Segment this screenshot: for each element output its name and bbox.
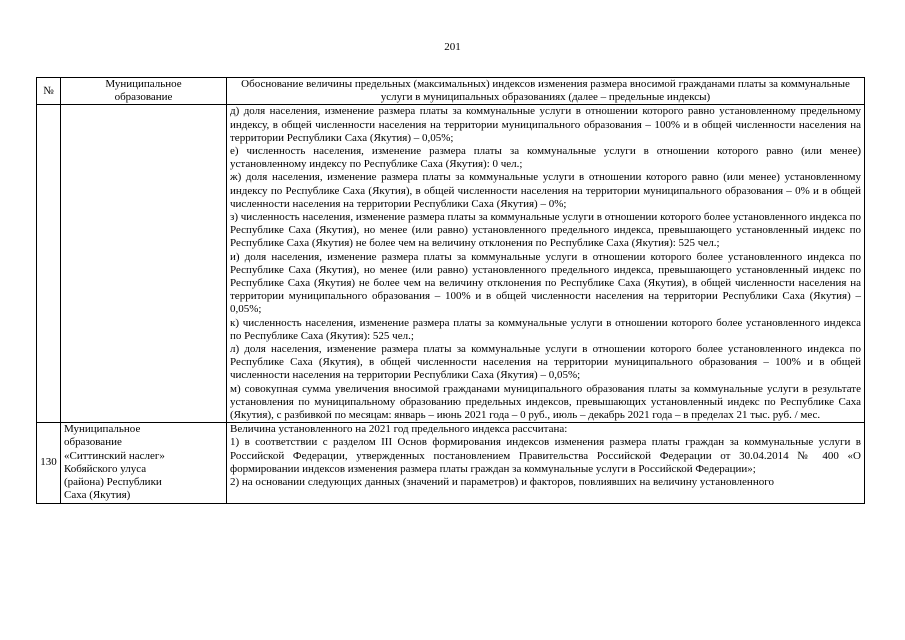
table-header-row: [37, 78, 865, 105]
table-row-130: [37, 423, 865, 503]
municipality-line: Кобяйского улуса: [64, 462, 147, 475]
row-number-cell: [37, 105, 61, 423]
paragraph-z: з) численность населения, изменение размера платы за коммунальные услуги в отношении которого более установленного индекса по Республике Саха (Якутия), но менее (или равно) установленного предельного индекса, превышающего установленный индекс по Республике Саха (Якутия) не более чем на величину отклонения по Республике Саха (Якутия): 525 чел.;: [230, 211, 861, 250]
page-number: 201: [444, 41, 461, 53]
justification-table: [36, 77, 865, 504]
header-number: №: [37, 78, 61, 105]
paragraph-l: л) доля населения, изменение размера платы за коммунальные услуги в отношении которого более установленного индекса по Республике Саха (Якутия), в общей численности населения на территории муниципального образования – 100% и в общей численности населения на территории Республики Саха (Якутия) – 0,05%;: [230, 343, 861, 382]
row-number-cell: 130: [37, 423, 61, 503]
municipality-line: Саха (Якутия): [64, 489, 131, 502]
row-justification-cell: [227, 423, 865, 503]
paragraph-intro: Величина установленного на 2021 год предельного индекса рассчитана:: [230, 423, 568, 436]
row-municipality-cell: [61, 105, 227, 423]
paragraph-1: 1) в соответствии с разделом III Основ формирования индексов изменения размера платы граждан за коммунальные услуги в Российской Федерации, утвержденных постановлением Правительства Российской Федерации от 30.04.2014 № 400 «О формировании индексов изменения размера платы граждан за коммунальные услуги в Российской Федерации»;: [230, 436, 861, 475]
row-justification-cell: [227, 105, 865, 423]
municipality-line: образование: [64, 436, 122, 449]
paragraph-zh: ж) доля населения, изменение размера платы за коммунальные услуги в отношении которого равно (или менее) установленному индексу по Республике Саха (Якутия), в общей численности населения на территории муниципального образования – 0% и в общей численности населения на территории Республики Саха (Якутия) – 0%;: [230, 171, 861, 210]
header-municipality: Муниципальное образование: [61, 78, 227, 105]
paragraph-e: е) численность населения, изменение размера платы за коммунальные услуги в отношении которого равно (или менее) установленному индексу по Республике Саха (Якутия): 0 чел.;: [230, 145, 861, 171]
paragraph-i: и) доля населения, изменение размера платы за коммунальные услуги в отношении которого более установленного индекса по Республике Саха (Якутия), но менее (или равно) установленного предельного индекса, превышающего установленный индекс по Республике Саха (Якутия) не более чем на величину отклонения по Республике Саха (Якутия), в общей численности населения на территории муниципального образования – 100% и в общей численности населения на территории Республики Саха (Якутия) – 0,05%;: [230, 250, 861, 316]
table-row-continued: [37, 105, 865, 423]
paragraph-m: м) совокупная сумма увеличения вносимой гражданами муниципального образования платы за коммунальные услуги в результате установления по муниципальному образованию предельных индексов, превышающих установленный индекс по Республике Саха (Якутия), с разбивкой по месяцам: январь – июнь 2021 года – 0 руб., июль – декабрь 2021 года – в пределах 21 тыс. руб. / мес.: [230, 382, 861, 422]
header-justification: Обоснование величины предельных (максимальных) индексов изменения размера вносимой гражданами платы за коммунальные услуги в муниципальных образованиях (далее – предельные индексы): [227, 78, 865, 105]
municipality-line: «Ситтинский наслег»: [64, 449, 165, 462]
municipality-line: (района) Республики: [64, 476, 162, 489]
paragraph-d: д) доля населения, изменение размера платы за коммунальные услуги в отношении которого равно установленному предельному индексу, в общей численности населения на территории муниципального образования – 100% и в общей численности населения на территории Республики Саха (Якутия) – 0,05%;: [230, 105, 861, 144]
paragraph-2: 2) на основании следующих данных (значений и параметров) и факторов, повлиявших на величину установленного: [230, 476, 774, 489]
row-municipality-cell: [61, 423, 227, 503]
municipality-line: Муниципальное: [64, 423, 141, 436]
paragraph-k: к) численность населения, изменение размера платы за коммунальные услуги в отношении которого более установленного индекса по Республике Саха (Якутия): 525 чел.;: [230, 316, 861, 342]
